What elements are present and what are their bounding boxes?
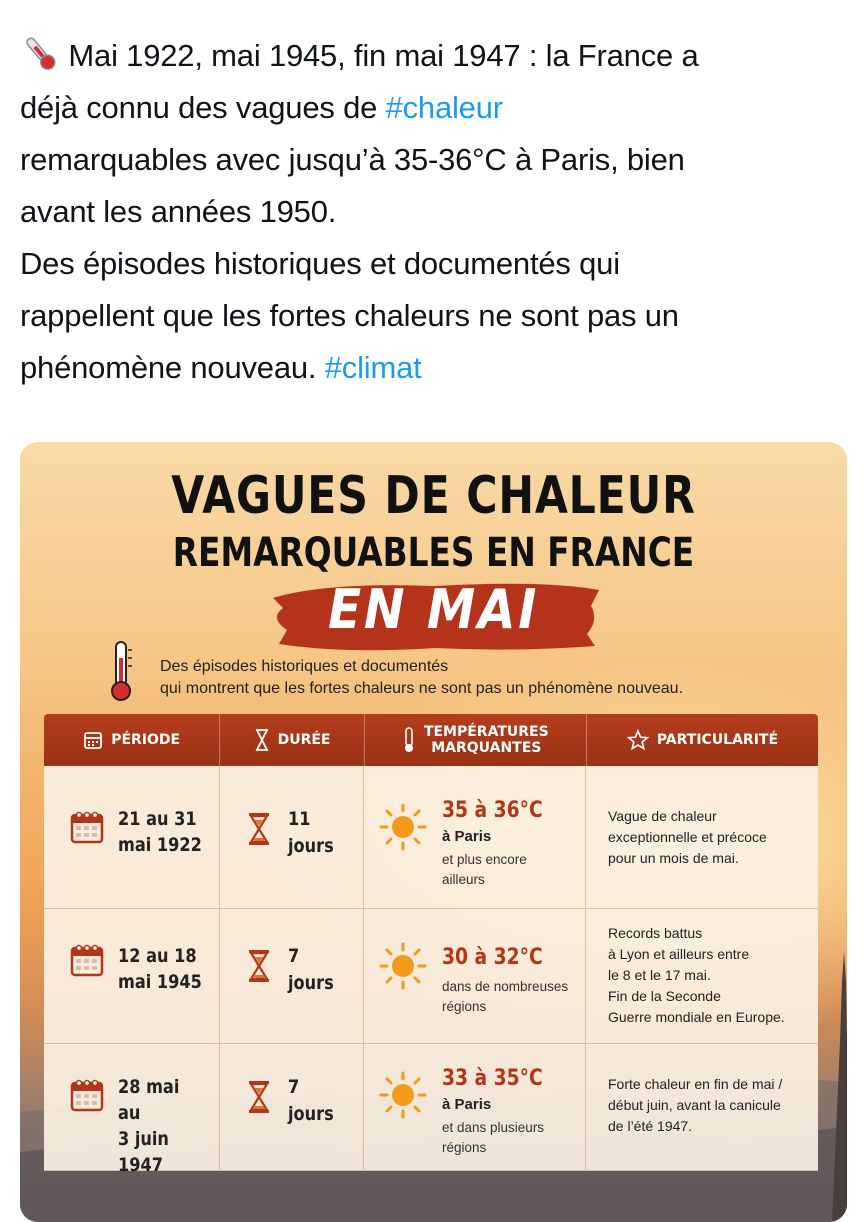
infographic-title-en-mai: EN MAI — [327, 578, 540, 641]
temperature-note — [442, 977, 582, 1017]
period-line: 3 juin 1947 — [118, 1128, 169, 1176]
header-duration-label: DURÉE — [277, 732, 331, 748]
tweet-line: remarquables avec jusqu’à 35-36°C à Paris, bien — [20, 142, 685, 177]
note-line: et plus encore — [442, 852, 527, 867]
temperature-value: 30 à 32°C — [442, 945, 543, 970]
thermometer-icon — [20, 33, 60, 73]
infographic-image[interactable] — [20, 442, 847, 1222]
infographic-title-line1: VAGUES DE CHALEUR — [171, 466, 696, 526]
calendar-icon — [83, 730, 103, 750]
duration-text — [288, 806, 334, 860]
note-line: dans de nombreuses — [442, 979, 569, 994]
temperature-cell — [364, 766, 586, 908]
thermometer-icon — [106, 640, 136, 702]
feature-text — [608, 1074, 813, 1137]
period-cell — [44, 909, 220, 1043]
feature-line: à Lyon et ailleurs entre — [608, 946, 750, 962]
period-text — [118, 1074, 204, 1178]
tweet-line: rappellent que les fortes chaleurs ne sont pas un — [20, 298, 679, 333]
sun-icon — [378, 1070, 428, 1120]
feature-line: début juin, avant la canicule — [608, 1097, 781, 1113]
duration-text — [288, 1074, 334, 1128]
duration-line: 11 — [288, 808, 311, 830]
note-line: ailleurs — [442, 872, 485, 887]
temperature-place: à Paris — [442, 1096, 492, 1113]
subtitle-line: Des épisodes historiques et documentés — [160, 658, 449, 675]
header-period-label: PÉRIODE — [111, 732, 181, 748]
period-line: 12 au 18 — [118, 945, 197, 967]
tweet-line: Mai 1922, mai 1945, fin mai 1947 : la France a — [68, 38, 699, 73]
note-line: régions — [442, 1140, 487, 1155]
feature-line: exceptionnelle et précoce — [608, 829, 767, 845]
period-text — [118, 943, 202, 995]
table-header — [44, 714, 818, 766]
duration-line: jours — [288, 972, 334, 994]
table-row — [44, 909, 818, 1044]
tweet-text — [20, 30, 850, 394]
tweet-line: déjà connu des vagues de — [20, 90, 386, 125]
duration-line: 7 — [288, 945, 300, 967]
header-period — [44, 714, 220, 766]
feature-line: le 8 et le 17 mai. — [608, 967, 711, 983]
header-temps-line: MARQUANTES — [431, 740, 542, 756]
feature-text — [608, 806, 813, 869]
feature-line: Fin de la Seconde — [608, 988, 721, 1004]
duration-line: 7 — [288, 1076, 300, 1098]
temperature-value: 35 à 36°C — [442, 798, 543, 823]
duration-cell — [220, 1044, 364, 1170]
feature-line: Guerre mondiale en Europe. — [608, 1009, 785, 1025]
note-line: régions — [442, 999, 487, 1014]
period-cell — [44, 766, 220, 908]
calendar-icon — [70, 943, 104, 977]
tweet-line: avant les années 1950. — [20, 194, 337, 229]
temperature-value: 33 à 35°C — [442, 1066, 543, 1091]
period-line: 28 mai au — [118, 1076, 180, 1124]
feature-line: Vague de chaleur — [608, 808, 717, 824]
star-icon — [627, 729, 649, 751]
feature-cell — [586, 909, 818, 1043]
duration-cell — [220, 766, 364, 908]
tweet-line: phénomène nouveau. — [20, 350, 325, 385]
duration-line: jours — [288, 1103, 334, 1125]
feature-text — [608, 923, 813, 1028]
infographic-title-line2: REMARQUABLES EN FRANCE — [172, 530, 695, 576]
hashtag-climat-link[interactable]: #climat — [324, 350, 422, 385]
temperature-cell — [364, 909, 586, 1043]
heatwave-table — [44, 714, 818, 1176]
duration-text — [288, 943, 334, 997]
header-temperatures — [365, 714, 587, 766]
feature-line: de l’été 1947. — [608, 1118, 693, 1134]
period-line: mai 1945 — [118, 971, 202, 993]
table-row — [44, 766, 818, 909]
thermometer-icon — [402, 727, 416, 753]
note-line: et dans plusieurs — [442, 1120, 545, 1135]
temperature-place: à Paris — [442, 828, 492, 845]
hashtag-chaleur-link[interactable]: #chaleur — [385, 90, 503, 125]
temperature-note — [442, 850, 582, 890]
feature-cell — [586, 1044, 818, 1170]
header-temps-line: TEMPÉRATURES — [423, 724, 549, 740]
period-line: mai 1922 — [118, 834, 202, 856]
feature-line: Forte chaleur en fin de mai / — [608, 1076, 783, 1092]
header-temperatures-label — [424, 724, 549, 756]
table-row — [44, 1044, 818, 1176]
calendar-icon — [70, 810, 104, 844]
period-cell — [44, 1044, 220, 1176]
duration-cell — [220, 909, 364, 1043]
period-text — [118, 806, 202, 858]
hourglass-icon — [248, 949, 270, 983]
sun-icon — [378, 941, 428, 991]
sun-icon — [378, 802, 428, 852]
feature-line: pour un mois de mai. — [608, 850, 739, 866]
hourglass-icon — [248, 812, 270, 846]
subtitle-line: qui montrent que les fortes chaleurs ne sont pas un phénomène nouveau. — [160, 680, 684, 697]
header-duration — [220, 714, 364, 766]
calendar-icon — [70, 1078, 104, 1112]
header-feature — [587, 714, 818, 766]
tweet-line: Des épisodes historiques et documentés qui — [20, 246, 620, 281]
feature-cell — [586, 766, 818, 908]
header-feature-label: PARTICULARITÉ — [656, 732, 779, 748]
duration-line: jours — [288, 835, 334, 857]
infographic-subtitle — [160, 656, 840, 700]
temperature-cell — [364, 1044, 586, 1170]
hourglass-icon — [254, 729, 270, 751]
period-line: 21 au 31 — [118, 808, 197, 830]
temperature-note — [442, 1118, 582, 1158]
hourglass-icon — [248, 1080, 270, 1114]
feature-line: Records battus — [608, 925, 703, 941]
